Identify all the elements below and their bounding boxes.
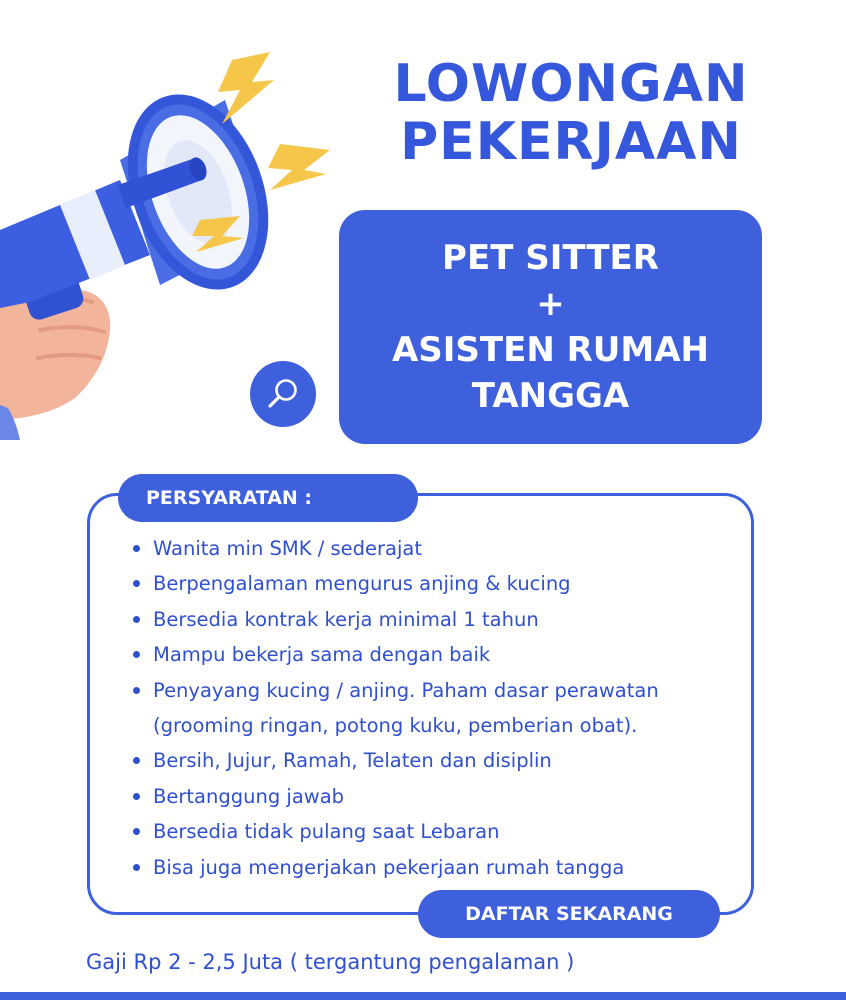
requirement-text: Mampu bekerja sama dengan baik — [153, 643, 491, 667]
requirement-text: Bersih, Jujur, Ramah, Telaten dan disiplin — [153, 749, 552, 773]
requirement-text: Bersedia tidak pulang saat Lebaran — [153, 820, 500, 844]
search-badge — [250, 361, 316, 427]
requirement-text: Bersedia kontrak kerja minimal 1 tahun — [153, 607, 539, 631]
magnifier-icon — [265, 376, 301, 412]
bullet-icon — [133, 545, 140, 552]
bullet-icon — [133, 793, 140, 800]
list-item — [131, 566, 751, 601]
job-title-box — [339, 210, 762, 444]
bullet-icon — [133, 616, 140, 623]
list-item — [131, 779, 751, 814]
requirements-list — [131, 531, 751, 885]
requirement-text: Bisa juga mengerjakan pekerjaan rumah tangga — [153, 855, 625, 879]
requirement-text: Penyayang kucing / anjing. Paham dasar perawatan (grooming ringan, potong kuku, pemberian obat). — [153, 678, 659, 738]
requirement-text: Bertanggung jawab — [153, 784, 345, 808]
requirement-text: Wanita min SMK / sederajat — [153, 537, 422, 560]
bullet-icon — [133, 580, 140, 587]
bullet-icon — [133, 687, 140, 694]
apply-now-button[interactable]: DAFTAR SEKARANG — [418, 890, 720, 938]
bullet-icon — [133, 651, 140, 658]
list-item — [131, 637, 751, 672]
list-item — [131, 850, 751, 885]
list-item — [131, 743, 751, 778]
job-title-line-3: ASISTEN RUMAH — [391, 330, 710, 370]
bullet-icon — [133, 757, 140, 764]
bottom-bar — [0, 992, 846, 1000]
list-item — [131, 602, 751, 637]
lightning-bolt-icon — [268, 144, 330, 190]
job-title-line-1: PET SITTER — [442, 238, 659, 278]
job-title-line-4: TANGGA — [471, 376, 630, 416]
bullet-icon — [133, 864, 140, 871]
salary-text: Gaji Rp 2 - 2,5 Juta ( tergantung pengalaman ) — [86, 950, 575, 974]
job-title-plus: + — [536, 284, 565, 324]
requirement-text: Berpengalaman mengurus anjing & kucing — [153, 572, 571, 596]
list-item — [131, 531, 751, 566]
list-item — [131, 673, 751, 744]
title-line-2: PEKERJAAN — [400, 112, 742, 172]
bullet-icon — [133, 828, 140, 835]
requirements-heading: PERSYARATAN : — [118, 474, 418, 522]
title-line-1: LOWONGAN — [393, 54, 749, 114]
list-item — [131, 814, 751, 849]
